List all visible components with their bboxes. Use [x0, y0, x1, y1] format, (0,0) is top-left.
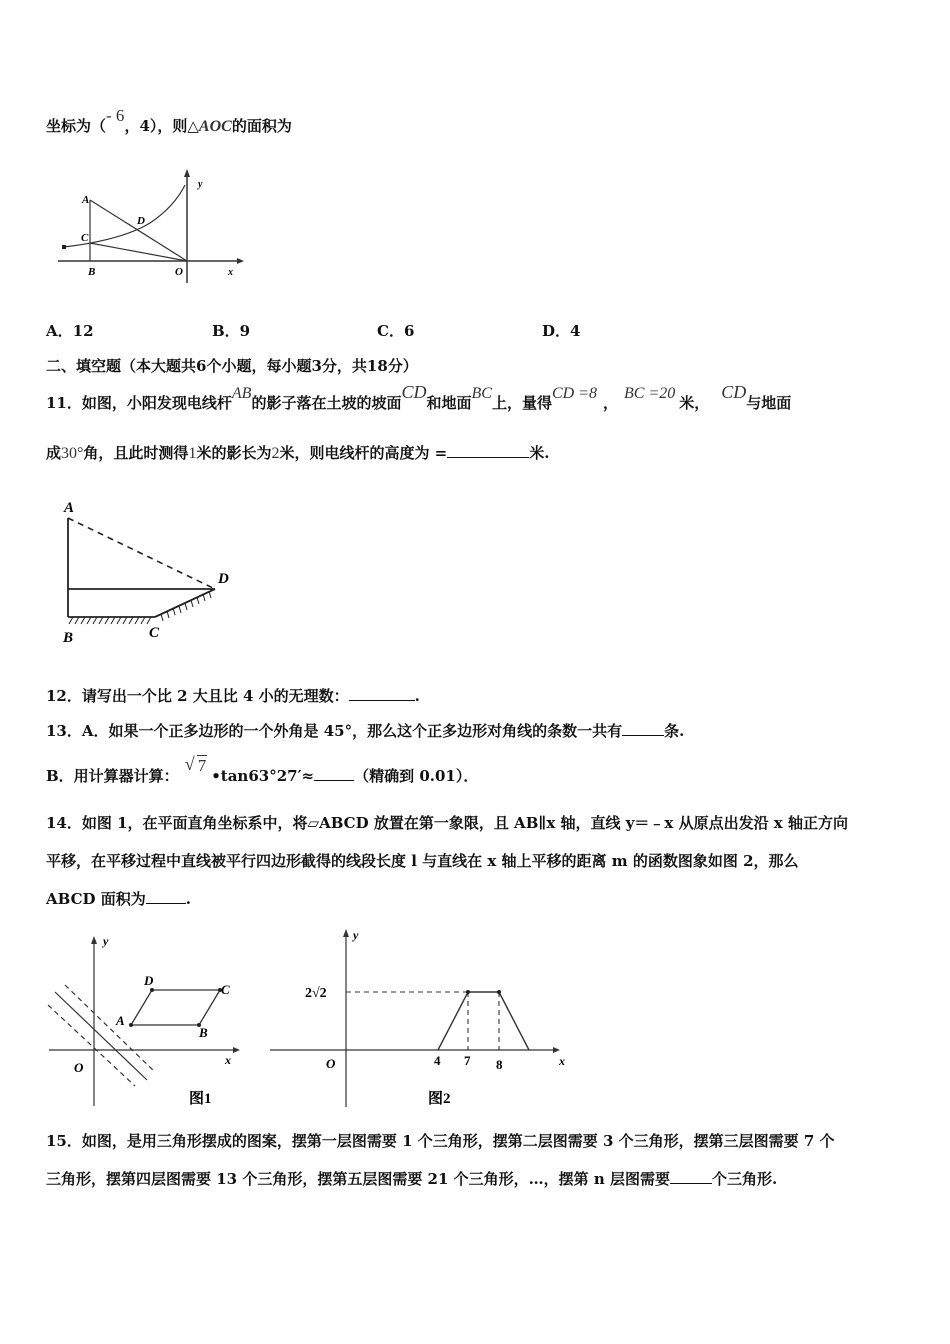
label-A: A: [82, 194, 90, 206]
label-C: C: [81, 232, 89, 244]
label-x: x: [228, 267, 233, 278]
q10-text: 坐标为（- 6，4），则△AOC的面积为: [46, 106, 292, 135]
point-8: [497, 990, 501, 994]
option-b[interactable]: B．9: [212, 322, 251, 340]
parallelogram-ABCD: [131, 990, 220, 1025]
q13a-text: 13．A．如果一个正多边形的一个外角是 45°，那么这个正多边形对角线的条数一共有 条.: [46, 722, 685, 740]
line-translated-2: [65, 985, 155, 1072]
figure1-caption: 图1: [189, 1091, 212, 1107]
q14-line2: 平移，在平移过程中直线被平行四边形截得的线段长度 l 与直线在 x 轴上平移的距离 m 的函数图象如图 2，那么: [46, 852, 799, 870]
x-tick-8: 8: [496, 1057, 503, 1072]
figure2-caption: 图2: [428, 1091, 451, 1107]
label-B: B: [63, 630, 74, 646]
q11-figure: [55, 495, 245, 645]
option-d[interactable]: D．4: [542, 322, 581, 340]
q14-figure2: [270, 925, 580, 1110]
q10-figure: [52, 165, 252, 285]
q13b-text: B．用计算器计算：√ 7•tan63°27′≈ （精确到 0.01）．: [46, 765, 478, 786]
x-axis-arrow-icon: [237, 258, 244, 264]
q14-line3: ABCD 面积为 .: [46, 890, 191, 908]
q11-line2: 成30°角，且此时测得1米的影长为2米，则电线杆的高度为 = 米.: [46, 444, 550, 462]
label-D: D: [144, 973, 154, 988]
option-c[interactable]: C．6: [377, 322, 415, 340]
q13a-answer-blank[interactable]: [622, 721, 664, 736]
q13b-answer-blank[interactable]: [314, 766, 354, 781]
sqrt-7: √ 7: [189, 756, 208, 776]
x-axis-arrow-icon: [233, 1047, 240, 1053]
point-D: [150, 988, 154, 992]
y-axis-arrow-icon: [184, 169, 190, 177]
label-C: C: [221, 982, 230, 997]
line-y-eq-neg-x: [55, 992, 147, 1080]
function-graph: [438, 992, 529, 1050]
x-axis-arrow-icon: [553, 1047, 560, 1053]
q14-answer-blank[interactable]: [146, 889, 186, 904]
curve-endpoint: [62, 245, 66, 249]
q15-answer-blank[interactable]: [670, 1169, 712, 1184]
label-x: x: [559, 1054, 565, 1068]
q10-coord-x: - 6: [106, 106, 125, 125]
label-y: y: [353, 928, 359, 942]
x-tick-4: 4: [434, 1053, 441, 1068]
y-tick-label: 2√2: [305, 986, 327, 1001]
label-D: D: [137, 215, 145, 227]
label-O: O: [326, 1056, 336, 1071]
q12-answer-blank[interactable]: [349, 686, 415, 701]
q11-line1: 11．如图，小阳发现电线杆AB的影子落在土坡的坡面CD和地面BC上，量得CD =8，BC =20米，CD与地面: [46, 382, 792, 412]
label-y: y: [198, 179, 203, 190]
label-A: A: [64, 500, 75, 516]
q15-line2: 三角形，摆第四层图需要 13 个三角形，摆第五层图需要 21 个三角形，…，摆第 n 层图需要 个三角形.: [46, 1170, 778, 1188]
section-title: 二、填空题（本大题共6个小题，每小题3分，共18分）: [46, 357, 418, 375]
label-A: A: [116, 1013, 125, 1028]
label-C: C: [149, 625, 160, 641]
label-D: D: [218, 571, 229, 587]
q14-line1: 14．如图 1，在平面直角坐标系中，将▱ABCD 放置在第一象限，且 AB∥x 轴，直线 y＝﹣x 从原点出发沿 x 轴正方向: [46, 814, 848, 832]
q12-text: 12．请写出一个比 2 大且比 4 小的无理数： .: [46, 687, 420, 705]
q15-line1: 15．如图，是用三角形摆成的图案，摆第一层图需要 1 个三角形，摆第二层图需要 3 个三角形，摆第三层图需要 7 个: [46, 1132, 835, 1150]
label-x: x: [225, 1053, 231, 1067]
q11-answer-blank[interactable]: [447, 443, 529, 458]
label-O: O: [175, 266, 183, 278]
y-axis-arrow-icon: [91, 936, 97, 944]
point-A: [129, 1023, 133, 1027]
y-axis-arrow-icon: [343, 929, 349, 937]
label-O: O: [74, 1060, 84, 1075]
sun-ray-AD: [68, 518, 215, 589]
label-B: B: [88, 266, 96, 278]
option-a[interactable]: A．12: [46, 322, 94, 340]
point-7: [466, 990, 470, 994]
label-B: B: [199, 1025, 208, 1040]
x-tick-7: 7: [464, 1053, 471, 1068]
ground-hatch: [69, 591, 211, 624]
q14-figure1: [45, 930, 245, 1110]
label-y: y: [103, 934, 109, 948]
